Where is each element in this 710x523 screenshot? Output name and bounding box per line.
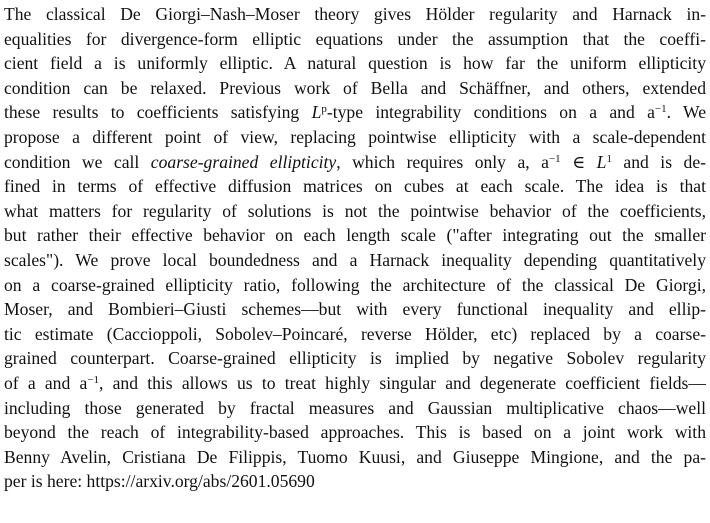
abstract-line: Benny Avelin, Cristiana De Filippis, Tuomo Kuusi, and Giuseppe Mingione, and the pa- [4, 446, 706, 467]
italic-run: L [596, 151, 607, 172]
superscript: 1 [606, 152, 612, 165]
abstract-line: grained counterpart. Coarse-grained ellipticity is implied by negative Sobolev regularity [4, 348, 706, 369]
italic-run: coarse-grained ellipticity [150, 151, 337, 172]
italic-run: L [311, 102, 322, 123]
abstract-paragraph [4, 2, 706, 494]
abstract-line [4, 100, 706, 125]
abstract-line: scales"). We prove local boundedness and a Harnack inequality depending quantitatively [4, 249, 706, 270]
abstract-line [4, 150, 706, 175]
text-run: . We [666, 102, 707, 123]
abstract-line[interactable]: per is here: https://arxiv.org/abs/2601.05690 [4, 471, 315, 492]
text-run: , which requires only a, a [336, 151, 549, 172]
abstract-line: condition can be relaxed. Previous work of Bella and Schäffner, and others, extended [4, 77, 706, 98]
text-run: these results to coefficients satisfying [4, 102, 312, 123]
text-run: condition we call [4, 151, 151, 172]
superscript: −1 [87, 373, 100, 386]
text-run: of a and a [4, 372, 88, 393]
text-run: -type integrability conditions on a and a [326, 102, 655, 123]
abstract-line: including those generated by fractal measures and Gaussian multiplicative chaos—well [4, 397, 706, 418]
text-run: and is de- [611, 151, 706, 172]
abstract-line: cient field a is uniformly elliptic. A natural question is how far the uniform ellipticity [4, 53, 706, 74]
abstract-line: on a coarse-grained ellipticity ratio, following the architecture of the classical De Giorgi, [4, 274, 706, 295]
superscript: p [321, 103, 327, 116]
abstract-line: Moser, and Bombieri–Giusti schemes—but with every functional inequality and ellip- [4, 299, 706, 320]
abstract-line: what matters for regularity of solutions is not the pointwise behavior of the coefficients, [4, 200, 706, 221]
superscript: −1 [548, 152, 561, 165]
abstract-line [4, 371, 706, 396]
abstract-line: propose a different point of view, replacing pointwise ellipticity with a scale-dependent [4, 126, 706, 147]
abstract-line: tic estimate (Caccioppoli, Sobolev–Poincaré, reverse Hölder, etc) replaced by a coarse- [4, 323, 706, 344]
abstract-line: fined in terms of effective diffusion matrices on cubes at each scale. The idea is that [4, 176, 706, 197]
superscript: −1 [654, 103, 667, 116]
text-run: , and this allows us to treat highly singular and degenerate coefficient fields— [99, 372, 707, 393]
text-run: ∈ [560, 151, 597, 172]
abstract-line: beyond the reach of integrability-based approaches. This is based on a joint work with [4, 422, 706, 443]
abstract-line: equalities for divergence-form elliptic equations under the assumption that the coeffi- [4, 28, 706, 49]
abstract-line: The classical De Giorgi–Nash–Moser theory gives Hölder regularity and Harnack in- [4, 4, 706, 24]
abstract-line: but rather their effective behavior on each length scale ("after integrating out the smaller [4, 225, 706, 246]
